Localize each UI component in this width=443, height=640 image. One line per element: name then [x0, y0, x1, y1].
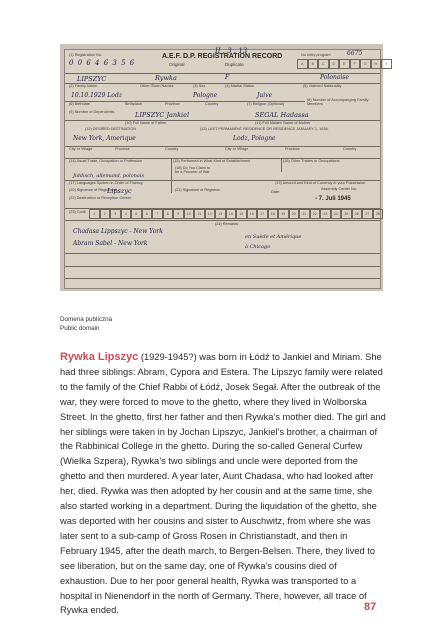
- given-name-value: Rywka: [155, 74, 177, 82]
- field-21-label: (21) Signature of Registrar:: [175, 188, 221, 192]
- father-name-value: LIPSZYC Jankiel: [135, 111, 190, 119]
- religion-value: Juive: [257, 92, 273, 99]
- card-title: A.E.F. D.P. REGISTRATION RECORD: [162, 53, 283, 60]
- date-stamp: - 7. Juli 1945: [315, 196, 351, 202]
- last-residence-value: Lodz, Pologne: [233, 135, 276, 142]
- field-6d-label: Country: [205, 102, 219, 106]
- destination-value: New York, Amerique: [73, 135, 136, 142]
- field-24-label: (24) Remarks: [215, 222, 238, 226]
- original-label: Original: [169, 62, 185, 67]
- no-entry-cells: A B C D E F G H I: [297, 59, 392, 69]
- duplicate-label: Duplicate: [225, 62, 244, 67]
- field-2b-label: Other Given Names: [140, 84, 174, 88]
- sex-value: F: [225, 74, 230, 81]
- no-entry-label: No entry program: [301, 53, 331, 57]
- field-3-label: (3) Sex: [193, 84, 206, 88]
- handwritten-top-code: II . 3 . 13: [215, 47, 248, 55]
- field-1-label: (1) Registration No.: [69, 53, 102, 57]
- biography-paragraph: [60, 350, 386, 618]
- family-name-value: LIPSZYC: [77, 75, 107, 83]
- remarks-right-1: en Suède et Amérique: [245, 234, 302, 240]
- field-23-label: (23) Code: [69, 210, 86, 214]
- province-label: Province: [115, 147, 130, 151]
- field-15-label: (15) Performed in What Kind of Establishment: [173, 159, 251, 163]
- code-number-cells: 1 2 3 4 5 6 7 8 9 10 11 12 13 14 15 16 17 18 19 20 21 22 23 24 25 26 27 28: [89, 209, 383, 219]
- field-19-label: (19) Amount and Kind of Currency in your Possession: [275, 181, 366, 185]
- assembly-center-label: Assembly Center No.: [321, 187, 357, 191]
- field-4-label: (4) Marital Status: [225, 84, 254, 88]
- country-label-2: Country: [343, 147, 357, 151]
- languages-value: Jiddisch, allemand, polonais: [73, 173, 145, 179]
- registrant-signature: Lipszyc: [107, 187, 132, 195]
- caption-english: Public domain: [60, 324, 100, 332]
- field-13-label: (13) LAST PERMANENT RESIDENCE OR RESIDENCE JANUARY 1, 1938.: [200, 127, 329, 131]
- registration-number: 0 0 6 4 6 3 5 6: [69, 59, 136, 67]
- field-9-label: (9) Number of Dependents:: [69, 110, 116, 114]
- field-6b-label: Birthplace: [125, 102, 142, 106]
- field-6-label: (6) Birthdate: [69, 102, 90, 106]
- registration-card-photo: [60, 44, 387, 291]
- city-label-2: City or Village: [225, 147, 249, 151]
- mother-name-value: SEGAL Hadassa: [255, 111, 309, 119]
- page-number: 87: [364, 601, 377, 613]
- caption-polish: Domena publiczna: [60, 316, 113, 323]
- biography-text: (1929-1945?) was born in Łódź to Jankiel and Miriam. She had three siblings: Abram, Cypora and Estera. The Lipszyc family were related to the family of the Chief Rabbi of Łódź, Josek Segał. After the outbreak of the war, they were forced to move to the ghetto, where they lived in Wolborska Street. In the ghetto, first her father and then Rywka’s mother died. The girl and her siblings were taken in by Jochan Lipszyc, Jankiel’s brother, a chairman of the Rabbinical College in the ghetto. During the so-called General Curfew (Wielka Szpera), Rywka’s two siblings and uncle were deported from the ghetto and then murdered. A year later, Aunt Chadasa, who had looked after her, died. Rywka was then adopted by her cousin and at the same time, she also started working in a department. During the liquidation of the ghetto, she was deported with her cousins and sister to Auschwitz, from where she was later sent to a sub-camp of Gross Rosen in Christianstadt, and then in February 1945, after the death march, to Bergen-Belsen. There, they lived to see liberation, but on the same day, one of Rywka’s cousins died of exhaustion. Due to her poor general health, Rywka was transported to a hospital in Nienendorf in the north of Germany. There, however, all trace of Rywka ended.: [60, 352, 386, 616]
- date-label: Date:: [271, 190, 281, 194]
- field-5-label: (5) Claimed Nationality: [303, 84, 342, 88]
- province-label-2: Province: [285, 147, 300, 151]
- field-11-label: (11) Full Maiden Name of Mother: [255, 121, 311, 125]
- field-2-label: (2) Family Name: [69, 84, 98, 88]
- remarks-right-2: à Chicago: [245, 244, 271, 250]
- field-22-label: (22) Destination or Reception Center:: [69, 196, 132, 200]
- remarks-line-1: Chadasa Lippszyc - New York: [73, 228, 163, 235]
- field-20-label: (20) Signature of Registrant:: [69, 188, 117, 192]
- field-6c-label: Province: [165, 102, 180, 106]
- person-name: Rywka Lipszyc: [60, 351, 139, 363]
- registration-card: [64, 47, 387, 289]
- country-label: Country: [165, 147, 179, 151]
- field-17-label: (17) Languages Spoken in Order of Fluency: [69, 181, 143, 185]
- nationality-value: Polonaise: [320, 74, 349, 81]
- birthdate-value: 10.10.1929 Lodz: [71, 92, 122, 99]
- field-10-label: (10) Full Name of Father: [125, 121, 167, 125]
- field-14-label: (14) Usual Trade, Occupation or Profession: [69, 159, 143, 163]
- remarks-line-2: Abram Sabel - New York: [73, 240, 148, 247]
- field-12-label: (12) DESIRED DESTINATION: [85, 127, 136, 131]
- field-18-label: (18) Do You Claim to be a Prisoner of War: [175, 166, 211, 174]
- city-label: City or Village: [69, 147, 93, 151]
- image-caption: [60, 316, 112, 333]
- field-8-label: (8) Number of Accompanying Family Members: [307, 98, 369, 106]
- field-16-label: (16) Other Trades or Occupations: [283, 159, 340, 163]
- birthplace-value: Pologne: [193, 92, 218, 99]
- handwritten-card-number: 6675: [347, 50, 363, 57]
- field-7-label: (7) Religion (Optional): [247, 102, 285, 106]
